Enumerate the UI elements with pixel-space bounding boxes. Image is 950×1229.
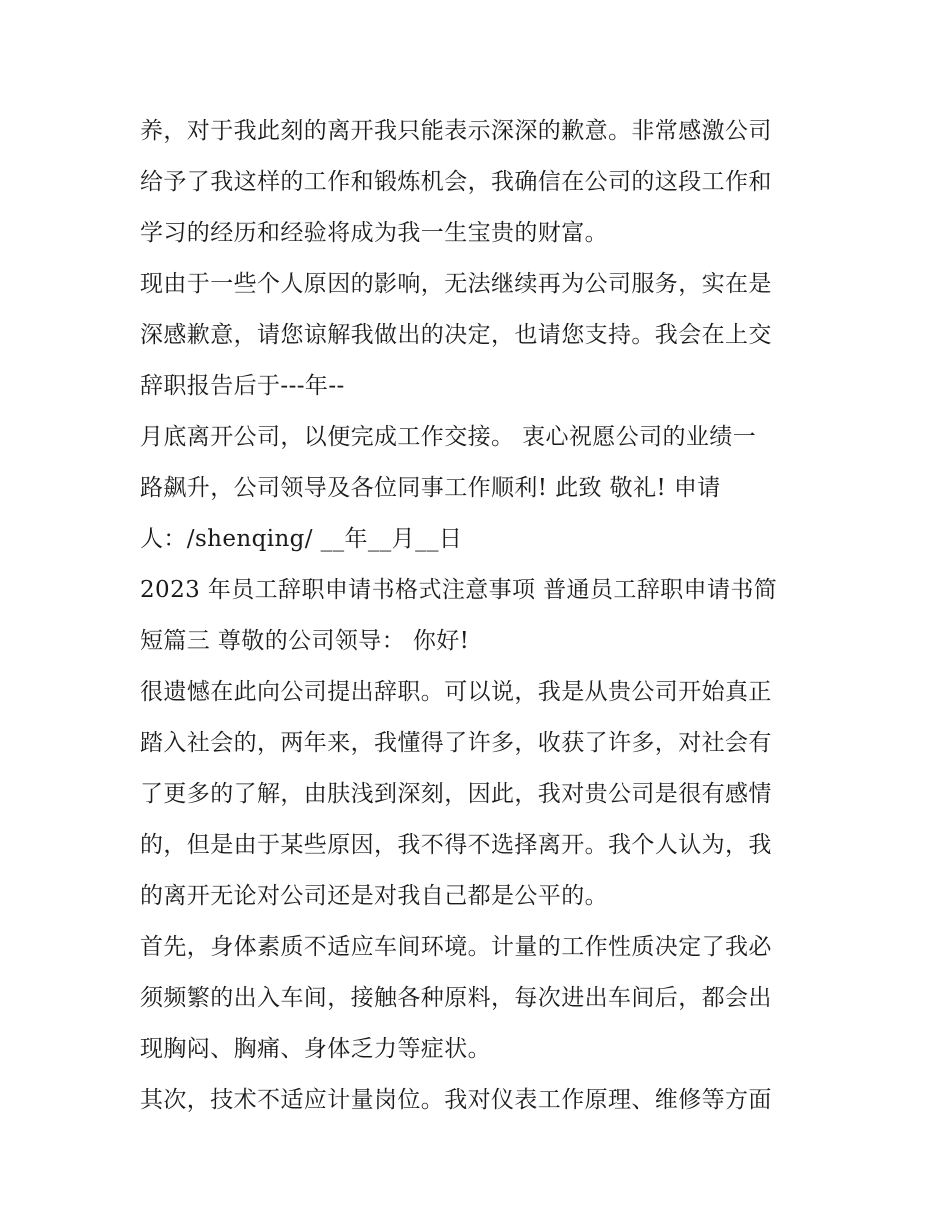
text-line: 现由于一些个人原因的影响，无法继续再为公司服务，实在是 [140,271,772,297]
text-line: 学习的经历和经验将成为我一生宝贵的财富。 [140,220,608,246]
text-line: 踏入社会的，两年来，我懂得了许多，收获了许多，对社会有 [140,730,772,756]
text-line: 现胸闷、胸痛、身体乏力等症状。 [140,1036,491,1062]
text-line: 人：/shenqing/ __年__月__日 [140,526,463,552]
text-line: 首先，身体素质不适应车间环境。计量的工作性质决定了我必 [140,934,772,960]
text-line: 路飙升，公司领导及各位同事工作顺利! 此致 敬礼! 申请 [140,475,721,501]
text-line: 的离开无论对公司还是对我自己都是公平的。 [140,883,608,909]
text-line: 了更多的了解，由肤浅到深刻，因此，我对贵公司是很有感情 [140,781,772,807]
text-line: 给予了我这样的工作和锻炼机会，我确信在公司的这段工作和 [140,169,772,195]
text-line: 其次，技术不适应计量岗位。我对仪表工作原理、维修等方面 [140,1087,772,1113]
text-line: 月底离开公司，以便完成工作交接。 衷心祝愿公司的业绩一 [140,424,757,450]
text-line: 养，对于我此刻的离开我只能表示深深的歉意。非常感激公司 [140,118,772,144]
text-line: 辞职报告后于---年-- [140,373,345,399]
text-line: 很遗憾在此向公司提出辞职。可以说，我是从贵公司开始真正 [140,679,772,705]
text-line: 的，但是由于某些原因，我不得不选择离开。我个人认为，我 [140,832,772,858]
text-line: 须频繁的出入车间，接触各种原料，每次进出车间后，都会出 [140,985,772,1011]
document-body [140,106,820,1126]
text-line: 2023 年员工辞职申请书格式注意事项 普通员工辞职申请书简 [140,577,778,603]
text-line: 短篇三 尊敬的公司领导： 你好! [140,628,470,654]
text-line: 深感歉意，请您谅解我做出的决定，也请您支持。我会在上交 [140,322,772,348]
